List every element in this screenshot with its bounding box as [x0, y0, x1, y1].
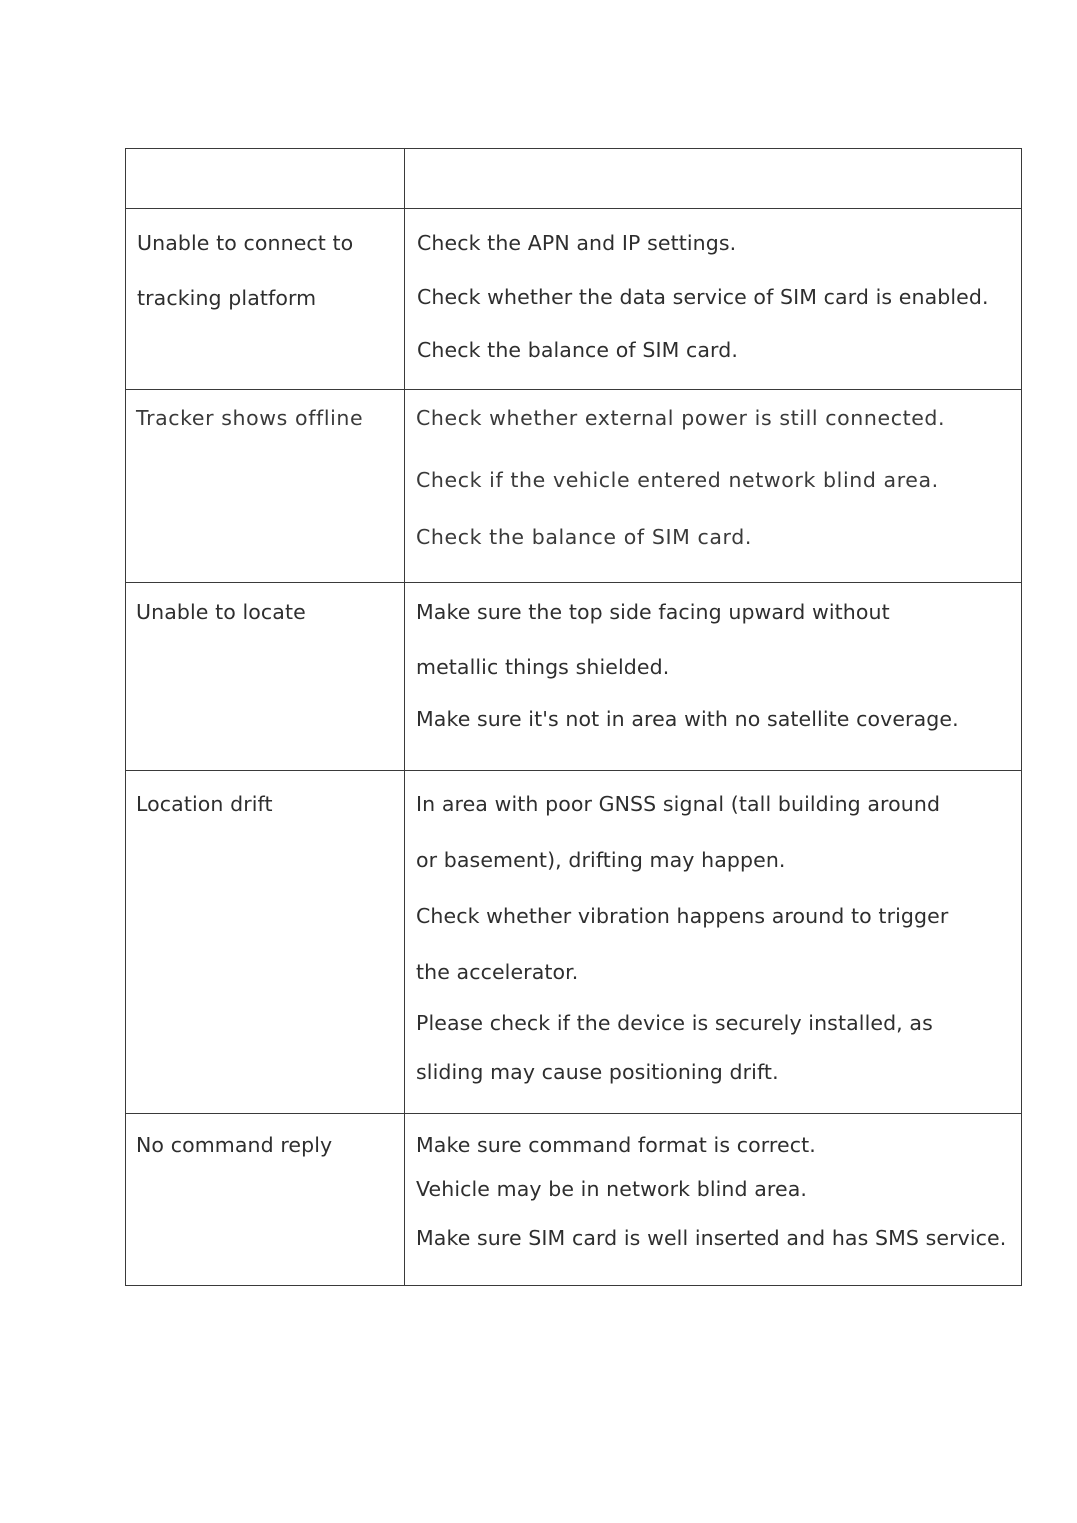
solution-cell-text: Check whether the data service of SIM card is enabled.	[417, 285, 989, 309]
solution-cell-text: or basement), drifting may happen.	[416, 848, 786, 872]
solution-cell-text: Check the balance of SIM card.	[416, 525, 752, 549]
solution-cell-text: Make sure it's not in area with no satellite coverage.	[416, 707, 959, 731]
solution-cell-text: Vehicle may be in network blind area.	[416, 1177, 807, 1201]
table-row	[125, 1113, 1022, 1285]
problem-cell-text: Location drift	[136, 792, 273, 816]
table-row	[125, 208, 1022, 389]
problem-cell-text: tracking platform	[137, 286, 317, 310]
table-border-top	[125, 148, 1022, 149]
solution-cell-text: Make sure command format is correct.	[416, 1133, 816, 1157]
solution-cell-text: Make sure the top side facing upward without	[416, 600, 890, 624]
solution-cell-text: Make sure SIM card is well inserted and has SMS service.	[416, 1226, 1007, 1250]
solution-cell-text: metallic things shielded.	[416, 655, 670, 679]
table-row	[125, 770, 1022, 1113]
problem-cell-text: Unable to locate	[136, 600, 306, 624]
table-row	[125, 582, 1022, 770]
table-row	[125, 389, 1022, 582]
solution-cell-text: Check the balance of SIM card.	[417, 338, 738, 362]
solution-cell-text: Check the APN and IP settings.	[417, 231, 737, 255]
solution-cell-text: Check if the vehicle entered network blind area.	[416, 468, 939, 492]
solution-cell-text: sliding may cause positioning drift.	[416, 1060, 779, 1084]
problem-cell-text: No command reply	[136, 1133, 333, 1157]
solution-cell-text: the accelerator.	[416, 960, 579, 984]
table-border-bottom	[125, 1285, 1022, 1286]
solution-cell-text: Check whether external power is still connected.	[416, 406, 946, 430]
solution-cell-text: In area with poor GNSS signal (tall building around	[416, 792, 941, 816]
problem-cell-text: Tracker shows offline	[136, 406, 364, 430]
problem-cell-text: Unable to connect to	[137, 231, 354, 255]
troubleshooting-table	[125, 148, 1022, 1286]
solution-cell-text: Please check if the device is securely installed, as	[416, 1011, 933, 1035]
solution-cell-text: Check whether vibration happens around to trigger	[416, 904, 949, 928]
